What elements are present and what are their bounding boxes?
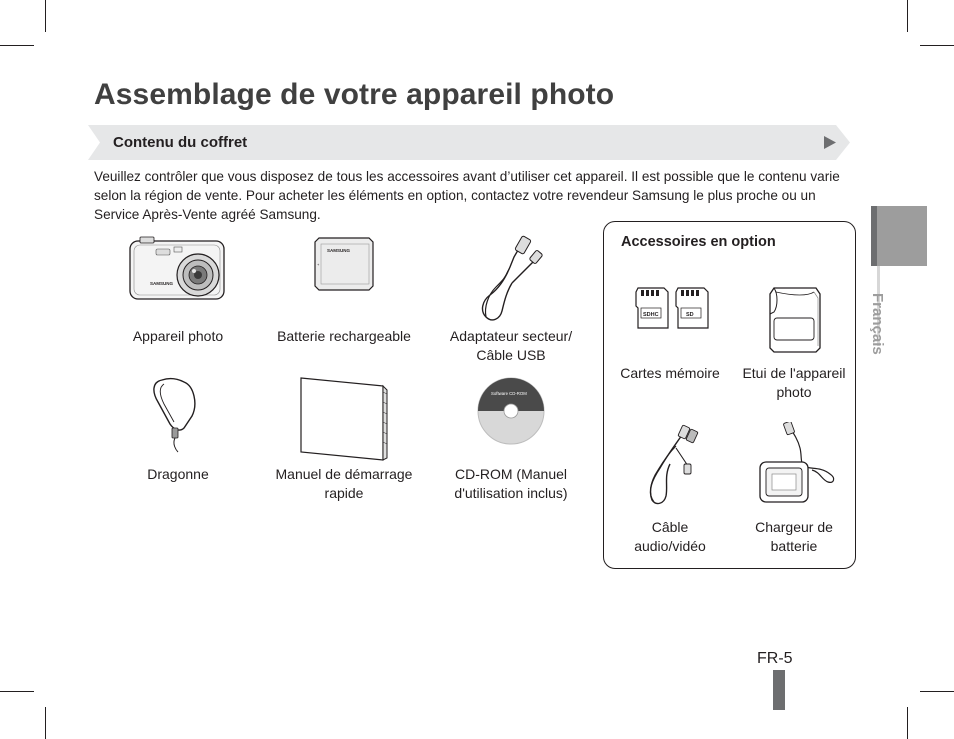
item-label: Adaptateur secteur/ Câble USB [449, 328, 573, 363]
language-tab [871, 206, 927, 266]
language-label: Français [869, 293, 886, 355]
content-item-camera [110, 230, 246, 350]
item-label: Câble audio/vidéo [634, 519, 706, 554]
content-item-strap [110, 370, 246, 490]
section-banner [88, 125, 850, 160]
optional-accessories-box [603, 221, 856, 569]
item-label: CD-ROM (Manuel d'utilisation inclus) [454, 466, 568, 501]
crop-mark [920, 45, 954, 46]
content-item-battery [270, 230, 418, 350]
battery-brand-text: SAMSUNG [327, 248, 351, 253]
camera-icon [128, 233, 228, 303]
crop-mark [907, 707, 908, 739]
usb-cable-icon [476, 233, 546, 325]
page-title: Assemblage de votre appareil photo [94, 78, 615, 111]
item-label: Cartes mémoire [620, 365, 720, 381]
strap-icon [148, 376, 208, 456]
av-cable-icon [640, 424, 700, 508]
sdhc-card-text: SDHC [643, 312, 659, 318]
crop-mark [45, 0, 46, 32]
camera-case-icon [764, 284, 824, 354]
option-item-av-cable [608, 422, 732, 557]
item-label: Chargeur de batterie [755, 519, 833, 554]
item-label: Dragonne [147, 466, 209, 482]
crop-mark [907, 0, 908, 32]
page-number: FR-5 [757, 650, 793, 667]
battery-icon [313, 236, 377, 292]
item-label: Manuel de démarrage rapide [275, 466, 413, 501]
memory-card-icon [634, 286, 714, 330]
crop-mark [0, 45, 34, 46]
page-number-bar [773, 670, 785, 710]
intro-paragraph: Veuillez contrôler que vous disposez de tous les accessoires avant d’utiliser cet appareil. Il est possible que le contenu varie selon la région de vente. Pour acheter les éléments en option, contactez votre revendeur Samsung le plus proche ou un Service Après-Vente agréé Samsung. [94, 169, 840, 222]
content-item-usb-cable [440, 230, 582, 370]
option-item-memory-cards [608, 282, 732, 392]
section-heading: Contenu du coffret [113, 134, 248, 151]
item-label: Appareil photo [132, 328, 224, 344]
content-item-manual [270, 370, 418, 510]
content-item-cd-rom [440, 370, 582, 530]
crop-mark [0, 691, 34, 692]
option-item-camera-case [732, 282, 856, 400]
crop-mark [45, 707, 46, 739]
manual-icon [297, 372, 391, 462]
cd-label-text: Software CD-ROM [491, 391, 527, 396]
crop-mark [920, 691, 954, 692]
optional-accessories-title: Accessoires en option [621, 234, 776, 250]
sd-card-text: SD [686, 312, 694, 318]
item-label: Batterie rechargeable [277, 328, 411, 344]
option-item-battery-charger [732, 422, 856, 557]
svg-text:+: + [317, 262, 320, 267]
item-label: Etui de l'appareil photo [742, 365, 846, 400]
camera-brand-text: SAMSUNG [150, 281, 174, 286]
cd-rom-icon [476, 376, 546, 446]
battery-charger-icon [750, 422, 840, 506]
language-tab-edge [871, 206, 877, 266]
